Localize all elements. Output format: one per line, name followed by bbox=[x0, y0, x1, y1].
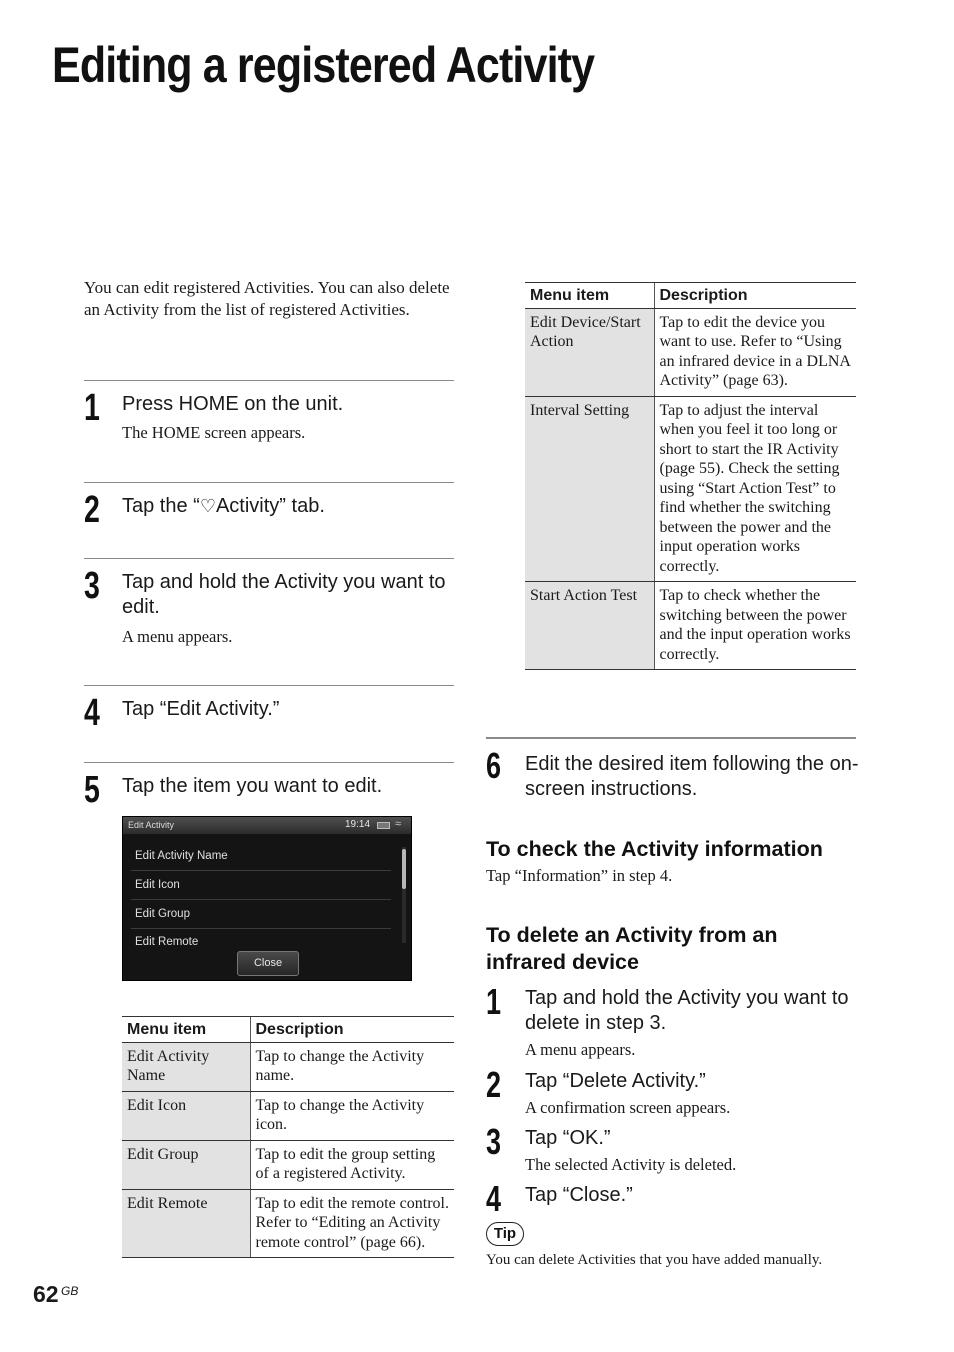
column-header: Description bbox=[250, 1017, 454, 1043]
column-header: Menu item bbox=[525, 283, 654, 309]
menu-item-cell: Edit Remote bbox=[122, 1189, 250, 1258]
description-cell: Tap to change the Activity icon. bbox=[250, 1091, 454, 1140]
menu-item-cell: Interval Setting bbox=[525, 396, 654, 582]
menu-item-cell: Edit Group bbox=[122, 1140, 250, 1189]
device-menu-item[interactable]: Edit Activity Name bbox=[131, 842, 391, 871]
table-row bbox=[525, 308, 856, 396]
page-number-suffix: GB bbox=[61, 1284, 79, 1298]
delete-step-1 bbox=[486, 981, 856, 1061]
step-title: Tap “Close.” bbox=[525, 1184, 633, 1206]
tip-text: You can delete Activities that you have added manually. bbox=[486, 1252, 823, 1268]
table-header-row bbox=[525, 283, 856, 309]
step-number: 3 bbox=[486, 1121, 502, 1162]
step-number: 1 bbox=[486, 981, 502, 1022]
step-title-prefix: Tap the “ bbox=[122, 495, 200, 517]
delete-step-4 bbox=[486, 1178, 856, 1218]
table-row bbox=[122, 1189, 454, 1258]
table-row bbox=[122, 1091, 454, 1140]
page-title: Editing a registered Activity bbox=[52, 37, 595, 93]
page-number: 62 bbox=[33, 1281, 59, 1307]
step-2 bbox=[84, 482, 454, 558]
step-number: 2 bbox=[84, 489, 100, 531]
device-clock: 19:14 bbox=[345, 819, 371, 830]
step-number: 2 bbox=[486, 1064, 502, 1105]
device-menu-item[interactable]: Edit Icon bbox=[131, 871, 391, 900]
device-scrollbar[interactable] bbox=[402, 849, 406, 889]
table-row bbox=[525, 582, 856, 670]
menu-item-table-right bbox=[525, 282, 856, 670]
wifi-icon: ≈ bbox=[395, 818, 402, 830]
step-4 bbox=[84, 685, 454, 761]
menu-item-cell: Edit Icon bbox=[122, 1091, 250, 1140]
check-info-body: Tap “Information” in step 4. bbox=[486, 866, 673, 885]
step-6 bbox=[486, 737, 859, 807]
step-result: A menu appears. bbox=[525, 1040, 636, 1059]
device-menu-item[interactable]: Edit Remote bbox=[135, 936, 199, 948]
device-status-bar bbox=[123, 817, 411, 834]
step-title: Press HOME on the unit. bbox=[122, 393, 344, 415]
tip-badge: Tip bbox=[486, 1222, 524, 1246]
step-number: 4 bbox=[84, 692, 100, 734]
step-title: Tap “Delete Activity.” bbox=[525, 1070, 706, 1092]
table-header-row bbox=[122, 1017, 454, 1043]
step-title: Tap “Edit Activity.” bbox=[122, 698, 280, 720]
step-title: Tap “OK.” bbox=[525, 1127, 611, 1149]
step-number: 3 bbox=[84, 565, 100, 607]
step-number: 1 bbox=[84, 387, 100, 429]
step-1 bbox=[84, 380, 454, 480]
step-title: Tap the item you want to edit. bbox=[122, 775, 383, 797]
description-cell: Tap to adjust the interval when you feel it too long or short to start the IR Activity (page 55). Check the setting using “Start Action Test” to find whether the switching between the power and the input operation works correctly. bbox=[654, 396, 856, 582]
menu-item-cell: Edit Activity Name bbox=[122, 1042, 250, 1091]
step-number: 6 bbox=[486, 745, 502, 786]
step-title: Tap and hold the Activity you want to edit. bbox=[122, 571, 446, 618]
menu-item-table-left bbox=[122, 1016, 454, 1258]
column-header: Description bbox=[654, 283, 856, 309]
step-result: A menu appears. bbox=[122, 627, 233, 646]
description-cell: Tap to edit the device you want to use. Refer to “Using an infrared device in a DLNA Activity” (page 63). bbox=[654, 308, 856, 396]
table-row bbox=[525, 396, 856, 582]
step-number: 4 bbox=[486, 1178, 502, 1219]
intro-paragraph: You can edit registered Activities. You can also delete an Activity from the list of registered Activities. bbox=[84, 278, 450, 319]
edit-activity-screenshot bbox=[122, 816, 412, 981]
step-title-suffix: Activity” tab. bbox=[215, 495, 325, 517]
device-close-button[interactable]: Close bbox=[237, 951, 299, 976]
step-result: The selected Activity is deleted. bbox=[525, 1155, 737, 1174]
description-cell: Tap to check whether the switching between the power and the input operation works correctly. bbox=[654, 582, 856, 670]
column-header: Menu item bbox=[122, 1017, 250, 1043]
heart-outline-icon: ♡ bbox=[199, 496, 216, 516]
step-title: Tap and hold the Activity you want to delete in step 3. bbox=[525, 987, 849, 1034]
table-row bbox=[122, 1140, 454, 1189]
step-number: 5 bbox=[84, 769, 100, 811]
step-result: A confirmation screen appears. bbox=[525, 1098, 731, 1117]
delete-step-3 bbox=[486, 1121, 856, 1176]
description-cell: Tap to edit the group setting of a registered Activity. bbox=[250, 1140, 454, 1189]
description-cell: Tap to edit the remote control. Refer to “Editing an Activity remote control” (page 66). bbox=[250, 1189, 454, 1258]
step-3 bbox=[84, 558, 454, 684]
device-menu-item[interactable]: Edit Group bbox=[131, 900, 391, 929]
step-5 bbox=[84, 762, 454, 812]
description-cell: Tap to change the Activity name. bbox=[250, 1042, 454, 1091]
check-info-heading: To check the Activity information bbox=[486, 837, 823, 861]
delete-section-heading: To delete an Activity from an infrared device bbox=[486, 923, 778, 974]
device-screen-title: Edit Activity bbox=[128, 820, 175, 830]
step-title: Edit the desired item following the on-screen instructions. bbox=[525, 753, 859, 800]
table-row bbox=[122, 1042, 454, 1091]
step-result: The HOME screen appears. bbox=[122, 423, 306, 442]
battery-icon bbox=[377, 822, 390, 829]
menu-item-cell: Edit Device/Start Action bbox=[525, 308, 654, 396]
delete-step-2 bbox=[486, 1064, 856, 1119]
step-title bbox=[122, 494, 456, 519]
menu-item-cell: Start Action Test bbox=[525, 582, 654, 670]
